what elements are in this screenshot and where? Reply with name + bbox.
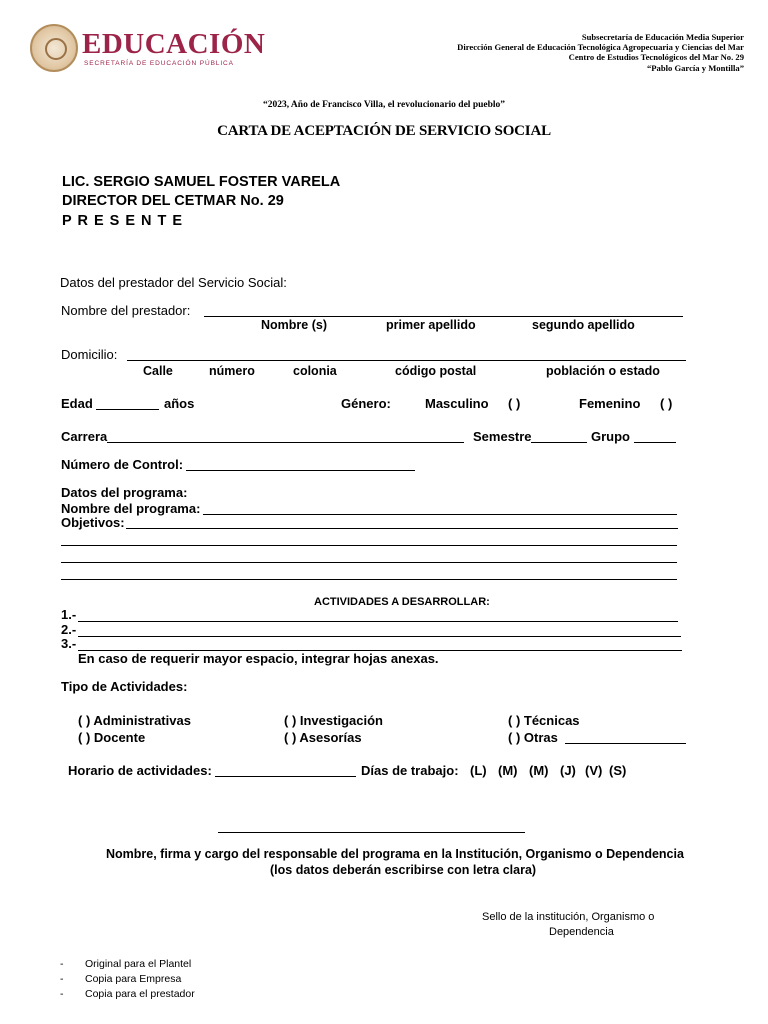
activity-number: 3.- [61,636,77,651]
control-number-label: Número de Control: [61,457,184,472]
program-name-field[interactable] [203,514,677,515]
first-name-hint: Nombre (s) [261,318,327,332]
institution-header [457,32,744,73]
activity-number: 2.- [61,622,77,637]
objectives-label: Objetivos: [61,515,125,530]
annex-note: En caso de requerir mayor espacio, integrar hojas anexas. [78,651,439,666]
sep-logo [30,24,266,74]
group-field[interactable] [634,442,676,443]
seal-caption-line2: Dependencia [549,926,614,938]
work-days-label: Días de trabajo: [361,763,459,778]
day-monday[interactable]: (L) [470,763,487,778]
semester-label: Semestre [473,429,532,444]
type-other[interactable]: ( ) Otras [508,730,558,745]
day-saturday[interactable]: (S) [609,763,627,778]
activity-types-label: Tipo de Actividades: [61,679,188,694]
provider-name-field[interactable] [204,316,683,317]
header-line: Centro de Estudios Tecnológicos del Mar No. 29 [568,52,744,63]
national-seal-icon [30,24,78,72]
female-label: Femenino [579,396,641,411]
objectives-line[interactable] [61,562,677,563]
day-wednesday[interactable]: (M) [529,763,549,778]
career-label: Carrera [61,429,108,444]
document-title: CARTA DE ACEPTACIÓN DE SERVICIO SOCIAL [217,123,551,139]
addressee-name: LIC. SERGIO SAMUEL FOSTER VARELA [62,174,341,190]
objectives-line[interactable] [61,579,677,580]
age-label: Edad [61,396,93,411]
objectives-field[interactable] [126,528,678,529]
header-line: Dirección General de Educación Tecnológica Agropecuaria y Ciencias del Mar [457,42,744,53]
control-number-field[interactable] [186,470,415,471]
signature-caption: Nombre, firma y cargo del responsable del programa en la Institución, Organismo o Dependencia [106,847,684,861]
second-surname-hint: segundo apellido [532,318,635,332]
state-hint: población o estado [546,364,660,378]
activity-field[interactable] [78,636,681,637]
type-research[interactable]: ( ) Investigación [284,713,383,728]
program-section-label: Datos del programa: [61,485,188,500]
header-line: Subsecretaría de Educación Media Superior [581,32,744,42]
bullet: - [60,973,64,985]
other-type-field[interactable] [565,743,686,744]
activity-number: 1.- [61,607,77,622]
copy-company: Copia para Empresa [85,973,182,985]
brand-subtitle: SECRETARÍA DE EDUCACIÓN PÚBLICA [84,60,234,67]
schedule-field[interactable] [215,776,356,777]
type-teaching[interactable]: ( ) Docente [78,730,146,745]
year-slogan: “2023, Año de Francisco Villa, el revolucionario del pueblo” [262,100,506,110]
addressee-position: DIRECTOR DEL CETMAR No. 29 [62,193,284,209]
neighborhood-hint: colonia [293,364,337,378]
female-checkbox[interactable]: ( ) [660,396,673,411]
seal-caption-line1: Sello de la institución, Organismo o [482,911,655,923]
program-name-label: Nombre del programa: [61,501,201,516]
signature-note: (los datos deberán escribirse con letra clara) [270,863,537,877]
first-surname-hint: primer apellido [386,318,476,332]
male-checkbox[interactable]: ( ) [508,396,521,411]
group-label: Grupo [591,429,630,444]
presente-label: P R E S E N T E [62,213,184,229]
address-field[interactable] [127,360,686,361]
day-friday[interactable]: (V) [585,763,603,778]
copy-provider: Copia para el prestador [85,988,195,1000]
provider-name-label: Nombre del prestador: [61,303,191,318]
type-administrative[interactable]: ( ) Administrativas [78,713,191,728]
gender-label: Género: [341,396,391,411]
address-label: Domicilio: [61,347,118,362]
number-hint: número [209,364,255,378]
provider-section-label: Datos del prestador del Servicio Social: [60,275,287,290]
bullet: - [60,958,64,970]
objectives-line[interactable] [61,545,677,546]
signature-line[interactable] [218,832,525,833]
postal-code-hint: código postal [395,364,477,378]
header-line: “Pablo García y Montilla” [647,62,744,73]
type-technical[interactable]: ( ) Técnicas [508,713,580,728]
age-field[interactable] [96,409,159,410]
male-label: Masculino [425,396,489,411]
brand-name: EDUCACIÓN [82,28,266,60]
activities-heading: ACTIVIDADES A DESARROLLAR: [314,596,490,608]
day-tuesday[interactable]: (M) [498,763,518,778]
bullet: - [60,988,64,1000]
age-unit: años [164,396,195,411]
street-hint: Calle [143,364,173,378]
schedule-label: Horario de actividades: [68,763,212,778]
semester-field[interactable] [531,442,587,443]
copy-original: Original para el Plantel [85,958,192,970]
activity-field[interactable] [78,621,678,622]
day-thursday[interactable]: (J) [560,763,576,778]
career-field[interactable] [107,442,464,443]
type-advisory[interactable]: ( ) Asesorías [284,730,362,745]
